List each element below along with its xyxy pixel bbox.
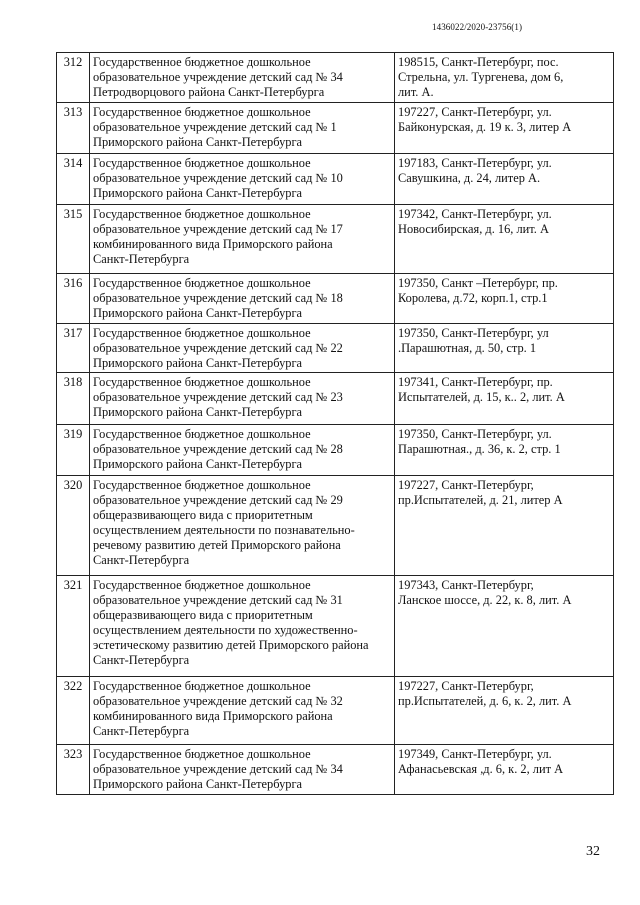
institution-address: 197349, Санкт-Петербург, ул. Афанасьевская ,д. 6, к. 2, лит А <box>395 745 614 795</box>
institution-address: 197350, Санкт-Петербург, ул .Парашютная, д. 50, стр. 1 <box>395 324 614 373</box>
table-row <box>57 324 614 373</box>
table-row <box>57 53 614 103</box>
institution-name: Государственное бюджетное дошкольное образовательное учреждение детский сад № 31 общеразвивающего вида с приоритетным осуществлением деятельности по художественно- эстетическому развитию детей Приморского района Санкт-Петербурга <box>90 576 395 677</box>
institution-address: 197342, Санкт-Петербург, ул. Новосибирская, д. 16, лит. А <box>395 205 614 274</box>
institutions-table <box>56 52 614 795</box>
row-number: 319 <box>57 425 90 476</box>
row-number: 317 <box>57 324 90 373</box>
row-number: 312 <box>57 53 90 103</box>
row-number: 316 <box>57 274 90 324</box>
institution-name: Государственное бюджетное дошкольное образовательное учреждение детский сад № 23 Приморского района Санкт-Петербурга <box>90 373 395 425</box>
table-row <box>57 476 614 576</box>
row-number: 323 <box>57 745 90 795</box>
table-row <box>57 205 614 274</box>
table-row <box>57 274 614 324</box>
institution-address: 197343, Санкт-Петербург, Ланское шоссе, д. 22, к. 8, лит. А <box>395 576 614 677</box>
row-number: 315 <box>57 205 90 274</box>
institution-name: Государственное бюджетное дошкольное образовательное учреждение детский сад № 18 Приморского района Санкт-Петербурга <box>90 274 395 324</box>
row-number: 318 <box>57 373 90 425</box>
table-row <box>57 745 614 795</box>
table-row <box>57 154 614 205</box>
row-number: 314 <box>57 154 90 205</box>
institution-name: Государственное бюджетное дошкольное образовательное учреждение детский сад № 22 Приморского района Санкт-Петербурга <box>90 324 395 373</box>
document-number: 1436022/2020-23756(1) <box>432 22 523 32</box>
institution-name: Государственное бюджетное дошкольное образовательное учреждение детский сад № 17 комбинированного вида Приморского района Санкт-Петербурга <box>90 205 395 274</box>
table-row <box>57 103 614 154</box>
table-row <box>57 373 614 425</box>
institution-name: Государственное бюджетное дошкольное образовательное учреждение детский сад № 29 общеразвивающего вида с приоритетным осуществлением деятельности по познавательно- речевому развитию детей Приморского района Санкт-Петербурга <box>90 476 395 576</box>
institution-address: 197227, Санкт-Петербург, ул. Байконурская, д. 19 к. 3, литер А <box>395 103 614 154</box>
table-row <box>57 576 614 677</box>
institution-name: Государственное бюджетное дошкольное образовательное учреждение детский сад № 28 Приморского района Санкт-Петербурга <box>90 425 395 476</box>
row-number: 313 <box>57 103 90 154</box>
institution-address: 197350, Санкт –Петербург, пр. Королева, д.72, корп.1, стр.1 <box>395 274 614 324</box>
row-number: 321 <box>57 576 90 677</box>
row-number: 322 <box>57 677 90 745</box>
institution-name: Государственное бюджетное дошкольное образовательное учреждение детский сад № 10 Приморского района Санкт-Петербурга <box>90 154 395 205</box>
institution-name: Государственное бюджетное дошкольное образовательное учреждение детский сад № 32 комбинированного вида Приморского района Санкт-Петербурга <box>90 677 395 745</box>
institution-address: 197350, Санкт-Петербург, ул. Парашютная., д. 36, к. 2, стр. 1 <box>395 425 614 476</box>
institution-name: Государственное бюджетное дошкольное образовательное учреждение детский сад № 1 Приморского района Санкт-Петербурга <box>90 103 395 154</box>
institution-name: Государственное бюджетное дошкольное образовательное учреждение детский сад № 34 Приморского района Санкт-Петербурга <box>90 745 395 795</box>
table-row <box>57 677 614 745</box>
institution-address: 197227, Санкт-Петербург, пр.Испытателей, д. 21, литер А <box>395 476 614 576</box>
institution-address: 197227, Санкт-Петербург, пр.Испытателей, д. 6, к. 2, лит. А <box>395 677 614 745</box>
institution-address: 198515, Санкт-Петербург, пос. Стрельна, ул. Тургенева, дом 6, лит. А. <box>395 53 614 103</box>
institution-name: Государственное бюджетное дошкольное образовательное учреждение детский сад № 34 Петродворцового района Санкт-Петербурга <box>90 53 395 103</box>
institution-address: 197341, Санкт-Петербург, пр. Испытателей, д. 15, к.. 2, лит. А <box>395 373 614 425</box>
row-number: 320 <box>57 476 90 576</box>
page-number: 32 <box>586 844 600 859</box>
table-row <box>57 425 614 476</box>
institution-address: 197183, Санкт-Петербург, ул. Савушкина, д. 24, литер А. <box>395 154 614 205</box>
